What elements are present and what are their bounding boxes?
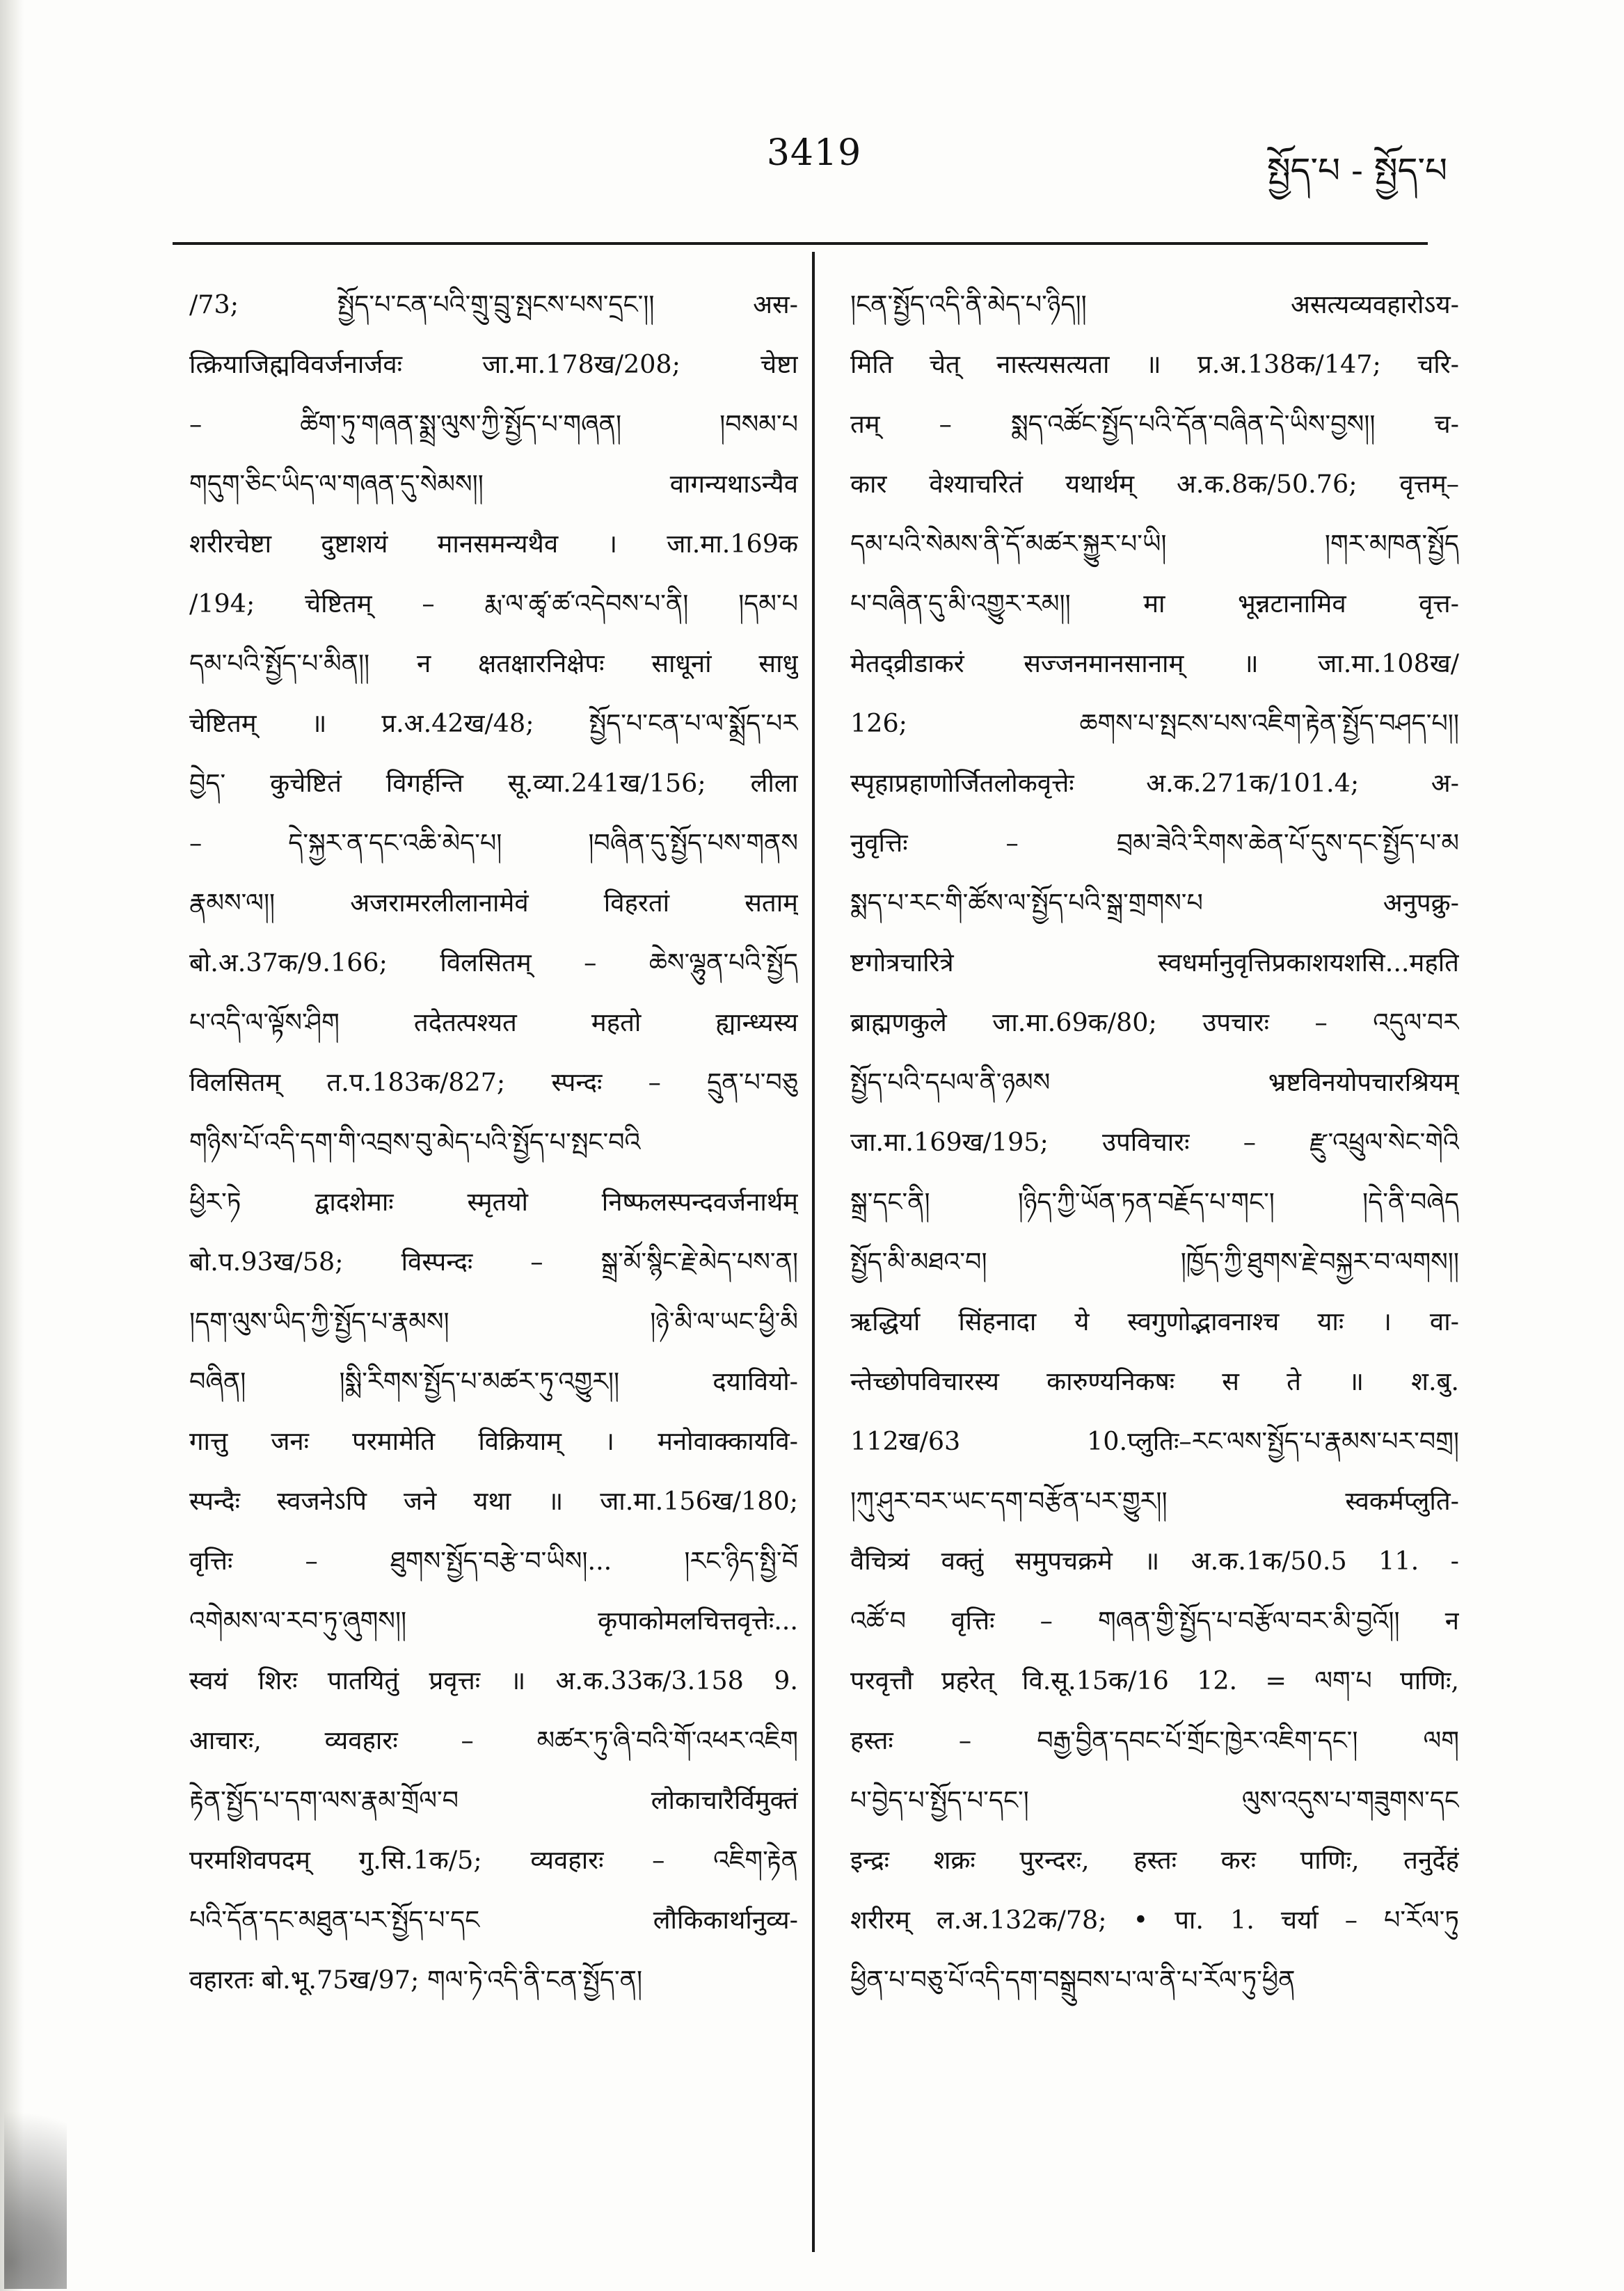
binding-shadow	[0, 0, 24, 2291]
entry-line: गात्तु जनः परमामेति विक्रियाम् । मनोवाक्कायवि-	[189, 1426, 798, 1456]
header-rule	[173, 242, 1428, 245]
entry-line: ཕྱིན་པ་བཅུ་པོ་འདི་དག་བསྒྲུབས་པ་ལ་ནི་པ་རོལ་ཏུ་ཕྱིན	[850, 1965, 1296, 1995]
entry-line: मेतद्व्रीडाकरं सज्जनमानसानाम् ॥ जा.मा.108ख/	[850, 648, 1459, 678]
entry-line: པ་འདི་ལ་ལྟོས་ཤིག तदेतत्पश्यत महतो ह्यान्ध्यस्य	[189, 1007, 798, 1037]
entry-line: /194; चेष्टितम् – རྨ་ལ་ཚྭ་ཚ་འདེབས་པ་ནི། །དམ་པ	[189, 589, 798, 618]
entry-line: स्पन्दैः स्वजनेऽपि जने यथा ॥ जा.मा.156ख/180;	[189, 1486, 798, 1516]
entry-line: स्वयं शिरः पातयितुं प्रवृत्तः ॥ अ.क.33क/3.158 9.	[189, 1666, 798, 1695]
entry-line: གདུག་ཅིང་ཡིད་ལ་གཞན་དུ་སེམས།། वागन्यथाऽन्यैव	[189, 469, 798, 499]
entry-line: །ངན་སྤྱོད་འདི་ནི་མེད་པ་ཉིད།། असत्यव्यवहारोऽय-	[850, 289, 1459, 319]
entry-line: སྤྱོད་མི་མཐའ་བ། །ཁྱོད་ཀྱི་ཐུགས་རྗེ་བསྐྱར་བ་ལགས།།	[850, 1247, 1459, 1277]
column-divider	[812, 252, 815, 2252]
entry-line: པ་བཞིན་དུ་མི་འགྱུར་རམ།། मा भून्नटानामिव वृत्त-	[850, 589, 1459, 618]
entry-line: स्पृहाप्रहाणोर्जितलोकवृत्तेः अ.क.271क/101.4; अ-	[850, 768, 1459, 798]
entry-line: པའི་དོན་དང་མཐུན་པར་སྤྱོད་པ་དང लौकिकार्थानुव्य-	[189, 1905, 798, 1935]
entry-line: བཞིན། །སྨི་རིགས་སྤྱོད་པ་མཚར་ཏུ་འགྱུར།། दयावियो-	[189, 1366, 798, 1396]
entry-line: – དེ་སྐྱར་ན་དང་འཆི་མེད་པ། །བཞིན་དུ་སྤྱོད་པས་གནས	[189, 828, 798, 858]
entry-line: परवृत्तौ प्रहरेत् वि.सू.15क/16 12. = ལག་པ पाणिः,	[850, 1666, 1459, 1695]
entry-line: कार वेश्याचरितं यथार्थम् अ.क.8क/50.76; वृत्तम्–	[850, 469, 1459, 499]
entry-line: འགེམས་ལ་རབ་ཏུ་ཞུགས།། कृपाकोमलचित्तवृत्तेः...	[189, 1606, 798, 1636]
entry-line: འཚོ་བ वृत्तिः – གཞན་གྱི་སྤྱོད་པ་བརྩོལ་བར་མི་བྱའོ།། न	[850, 1606, 1459, 1636]
entry-line: སྒྲ་དང་ནི། །ཉིད་ཀྱི་ཡོན་ཏན་བརྗོད་པ་གང་། །དེ་ནི་བཞེད	[850, 1187, 1459, 1217]
entry-line: 112ख/63 10.प्लुतिः–རང་ལས་སྤྱོད་པ་རྣམས་པར་བགྲ།	[850, 1426, 1459, 1456]
entry-line: གཉིས་པོ་འདི་དག་གི་འབྲས་བུ་མེད་པའི་སྤྱོད་པ་སྤང་བའི	[189, 1127, 641, 1157]
entry-line: 126; ཆགས་པ་སྤངས་པས་འཇིག་རྟེན་སྤྱོད་བཤད་པ།།	[850, 708, 1459, 738]
scan-artifact	[4, 2018, 67, 2289]
entry-line: शरीरम् ल.अ.132क/78; • पा. 1. चर्या – པ་རོལ་ཏུ	[850, 1905, 1459, 1935]
right-column	[850, 275, 1459, 2251]
entry-line: རྟེན་སྤྱོད་པ་དག་ལས་རྣམ་གྲོལ་བ लोकाचारैर्विमुक्तं	[189, 1785, 798, 1815]
entry-line: त्क्रियाजिह्मविवर्जनार्जवः जा.मा.178ख/208; चेष्टा	[189, 349, 798, 379]
entry-line: དམ་པའི་སྤྱོད་པ་མིན།། न क्षतक्षारनिक्षेपः साधूनां साधु	[189, 648, 798, 678]
entry-line: आचारः, व्यवहारः – མཚར་ཏུ་ཞི་བའི་གོ་འཕར་འཇིག	[189, 1725, 798, 1755]
entry-line: बो.अ.37क/9.166; विलसितम् – ཆེས་ལྷུན་པའི་སྤྱོད	[189, 948, 798, 977]
entry-line: ཕྱིར་ཏེ द्वादशेमाः स्मृतयो निष्फलस्पन्दवर्जनार्थम्	[189, 1187, 798, 1217]
left-column	[189, 275, 798, 2251]
entry-line: རྣམས་ལ།། अजरामरलीलानामेवं विहरतां सताम्	[189, 888, 798, 918]
entry-line: वृत्तिः – ཐུགས་སྤྱོད་བརྩེ་བ་ཡིས།... །རང་ཉིད་སྤྱི་བོ	[189, 1546, 798, 1576]
entry-line: པ་བྱེད་པ་སྤྱོད་པ་དང་། ལུས་འདུས་པ་གཟུགས་དང	[850, 1785, 1459, 1815]
entry-line: /73; སྤྱོད་པ་ངན་པའི་གྲུ་བྲུ་སྤངས་པས་དྲང་།། अस-	[189, 289, 798, 319]
entry-line: तम् – སྨད་འཚོང་སྤྱོད་པའི་དོན་བཞིན་དེ་ཡིས་བྱས།། च-	[850, 409, 1459, 439]
entry-line: ऋद्धिर्या सिंहनादा ये स्वगुणोद्भावनाश्च याः । वा-	[850, 1307, 1459, 1336]
entry-line: བྱེད་ कुचेष्टितं विगर्हन्ति सू.व्या.241ख/156; लीला	[189, 768, 798, 798]
entry-line: विलसितम् त.प.183क/827; स्पन्दः – དྲུན་པ་བཅུ	[189, 1067, 798, 1097]
entry-line: मिति चेत् नास्त्यसत्यता ॥ प्र.अ.138क/147; चरि-	[850, 349, 1459, 379]
entry-line: हस्तः – བརྒྱ་བྱིན་དབང་པོ་གྲོང་ཁྱེར་འཇིག་དང་། ལག	[850, 1725, 1459, 1755]
running-head: སྤྱོད་པ - སྤྱོད་པ	[1266, 150, 1447, 191]
entry-line: ष्टगोत्रचारित्रे स्वधर्मानुवृत्तिप्रकाशयशसि...महति	[850, 948, 1459, 977]
entry-line: ब्राह्मणकुले जा.मा.69क/80; उपचारः – འདུལ་བར	[850, 1007, 1459, 1037]
entry-line: चेष्टितम् ॥ प्र.अ.42ख/48; སྤྱོད་པ་ངན་པ་ལ་སྨྲོད་པར	[189, 708, 798, 738]
entry-line: དམ་པའི་སེམས་ནི་དོ་མཚར་སྐྱུར་པ་ཡི། །གར་མཁན་སྤྱོད	[850, 529, 1459, 559]
entry-line: वैचित्र्यं वक्तुं समुपचक्रमे ॥ अ.क.1क/50.5 11. -	[850, 1546, 1459, 1576]
entry-line: །དག་ལུས་ཡིད་ཀྱི་སྤྱོད་པ་རྣམས། །ཉེ་མི་ལ་ཡང་ཕྱི་མི	[189, 1307, 798, 1336]
entry-line: वहारतः बो.भू.75ख/97; གལ་ཏེ་འདི་ནི་ངན་སྤྱོད་ན།	[189, 1965, 643, 1995]
entry-line: शरीरचेष्टा दुष्टाशयं मानसमन्यथैव । जा.मा.169क	[189, 529, 798, 559]
entry-line: སྨད་པ་རང་གི་ཚོས་ལ་སྤྱོད་པའི་སྒྲ་གྲགས་པ अनुपक्रु-	[850, 888, 1459, 918]
entry-line: སྤྱོད་པའི་དཔལ་ནི་ཉམས भ्रष्टविनयोपचारश्रियम्	[850, 1067, 1459, 1097]
entry-line: इन्द्रः शक्रः पुरन्दरः, हस्तः करः पाणिः, तनुर्देहं	[850, 1845, 1459, 1875]
entry-line: परमशिवपदम् गु.सि.1क/5; व्यवहारः – འཇིག་རྟེན	[189, 1845, 798, 1875]
page-number: 3419	[766, 132, 862, 174]
entry-line: །ཀུ་ཤུར་བར་ཡང་དག་བརྩོན་པར་གྱུར།། स्वकर्मप्लुति-	[850, 1486, 1459, 1516]
entry-line: न्तेच्छोपविचारस्य कारुण्यनिकषः स ते ॥ श.बु.	[850, 1366, 1459, 1396]
entry-line: बो.प.93ख/58; विस्पन्दः – སྒྲ་མོ་སྙིང་རྗེ་མེད་པས་ན།	[189, 1247, 798, 1277]
entry-line: – ཚིག་ཏུ་གཞན་སྨྲ་ལུས་ཀྱི་སྤྱོད་པ་གཞན། །བསམ་པ	[189, 409, 798, 439]
entry-line: जा.मा.169ख/195; उपविचारः – རྫུ་འཕྲུལ་སེང་གེའི	[850, 1127, 1459, 1157]
entry-line: नुवृत्तिः – བྲམ་ཟེའི་རིགས་ཆེན་པོ་དུས་དང་སྤྱོད་པ་མ	[850, 828, 1459, 858]
